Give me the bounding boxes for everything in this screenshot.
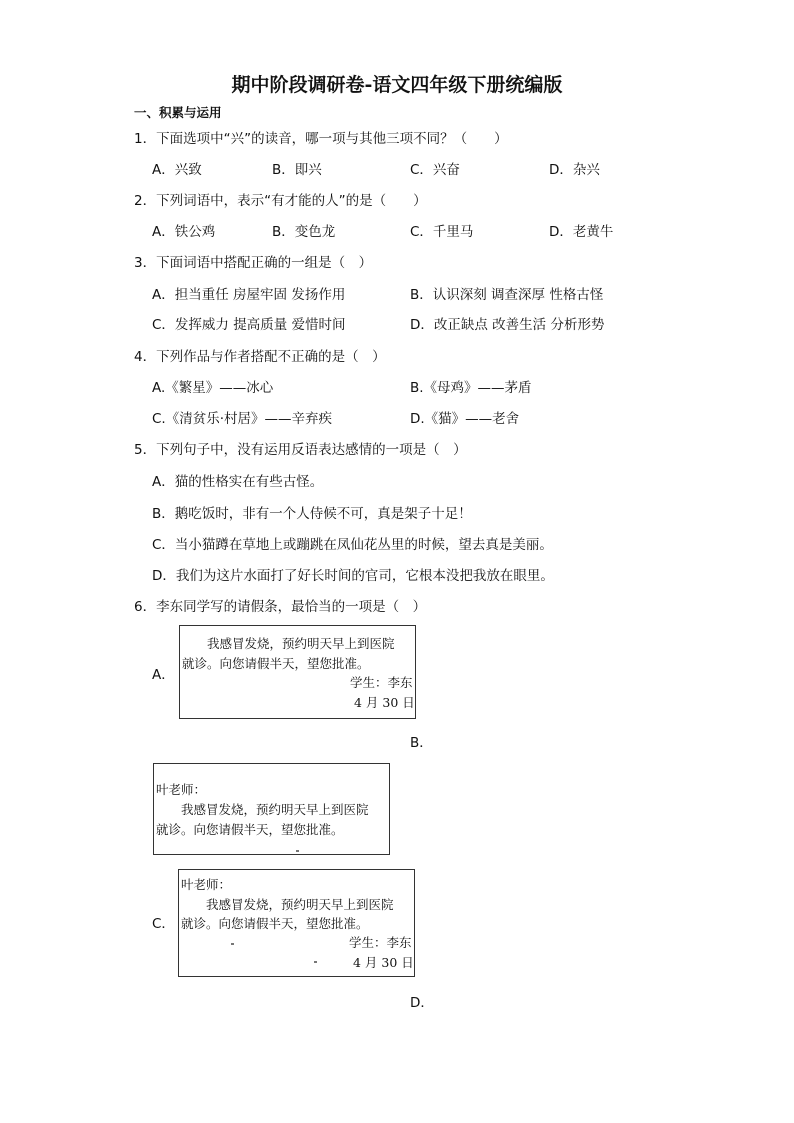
question-2: 2．下列词语中，表示“有才能的人”的是（ ）: [134, 193, 427, 209]
q2-option-d: D．老黄牛: [549, 224, 614, 240]
q3-option-a: A．担当重任 房屋牢固 发扬作用: [152, 287, 346, 303]
q2-option-c: C．千里马: [410, 224, 474, 240]
q6-option-c-label: C．: [152, 916, 175, 932]
question-3: 3．下面词语中搭配正确的一组是（ ）: [134, 255, 373, 271]
q4-option-c: C.《清贫乐·村居》——辛弃疾: [152, 411, 333, 427]
note-c-date: 4 月 30 日: [353, 955, 414, 970]
q6-option-b-label: B．: [410, 735, 433, 751]
question-4: 4．下列作品与作者搭配不正确的是（ ）: [134, 349, 386, 365]
q3-option-c: C．发挥威力 提高质量 爱惜时间: [152, 317, 346, 333]
leave-note-a: [179, 625, 416, 719]
q1-option-c: C．兴奋: [410, 162, 460, 178]
q6-option-d-label: D．: [410, 995, 434, 1011]
question-6: 6．李东同学写的请假条，最恰当的一项是（ ）: [134, 599, 427, 615]
note-b-greeting: 叶老师：: [156, 782, 207, 797]
q5-option-d: D．我们为这片水面打了好长时间的官司，它根本没把我放在眼里。: [152, 568, 554, 584]
q4-option-b: B.《母鸡》——茅盾: [410, 380, 532, 396]
note-c-greeting: 叶老师：: [181, 877, 232, 892]
scan-speck: [296, 850, 299, 852]
q5-option-b: B．鹅吃饭时，非有一个人侍候不可，真是架子十足！: [152, 506, 472, 522]
note-c-body-line-1: 我感冒发烧，预约明天早上到医院: [206, 897, 394, 912]
q5-option-c: C．当小猫蹲在草地上或蹦跳在凤仙花丛里的时候，望去真是美丽。: [152, 537, 553, 553]
note-a-body-line-2: 就诊。向您请假半天，望您批准。: [182, 656, 370, 671]
q1-option-b: B．即兴: [272, 162, 322, 178]
note-c-signature: 学生：李东: [349, 935, 412, 950]
q4-option-d: D.《猫》——老舍: [410, 411, 520, 427]
note-a-date: 4 月 30 日: [354, 695, 415, 710]
scan-speck: [314, 961, 317, 963]
leave-note-b: [153, 763, 390, 855]
note-c-body-line-2: 就诊。向您请假半天，望您批准。: [181, 916, 369, 931]
q2-option-b: B．变色龙: [272, 224, 336, 240]
q2-option-a: A．铁公鸡: [152, 224, 216, 240]
question-1: 1．下面选项中“兴”的读音，哪一项与其他三项不同？（ ）: [134, 131, 508, 147]
q1-option-d: D．杂兴: [549, 162, 600, 178]
q4-option-a: A.《繁星》——冰心: [152, 380, 274, 396]
q3-option-b: B．认识深刻 调查深厚 性格古怪: [410, 287, 604, 303]
note-b-body-line-1: 我感冒发烧，预约明天早上到医院: [181, 802, 369, 817]
section-heading: 一、积累与运用: [134, 105, 222, 120]
page-title: 期中阶段调研卷-语文四年级下册统编版: [231, 74, 563, 96]
q3-option-d: D．改正缺点 改善生活 分析形势: [410, 317, 605, 333]
note-a-signature: 学生：李东: [350, 675, 413, 690]
question-5: 5．下列句子中，没有运用反语表达感情的一项是（ ）: [134, 442, 467, 458]
leave-note-c: [178, 869, 415, 977]
q1-option-a: A．兴致: [152, 162, 202, 178]
q5-option-a: A．猫的性格实在有些古怪。: [152, 474, 324, 490]
note-b-body-line-2: 就诊。向您请假半天，望您批准。: [156, 822, 344, 837]
scan-speck: [231, 943, 234, 945]
note-a-body-line-1: 我感冒发烧，预约明天早上到医院: [207, 636, 395, 651]
q6-option-a-label: A．: [152, 667, 175, 683]
